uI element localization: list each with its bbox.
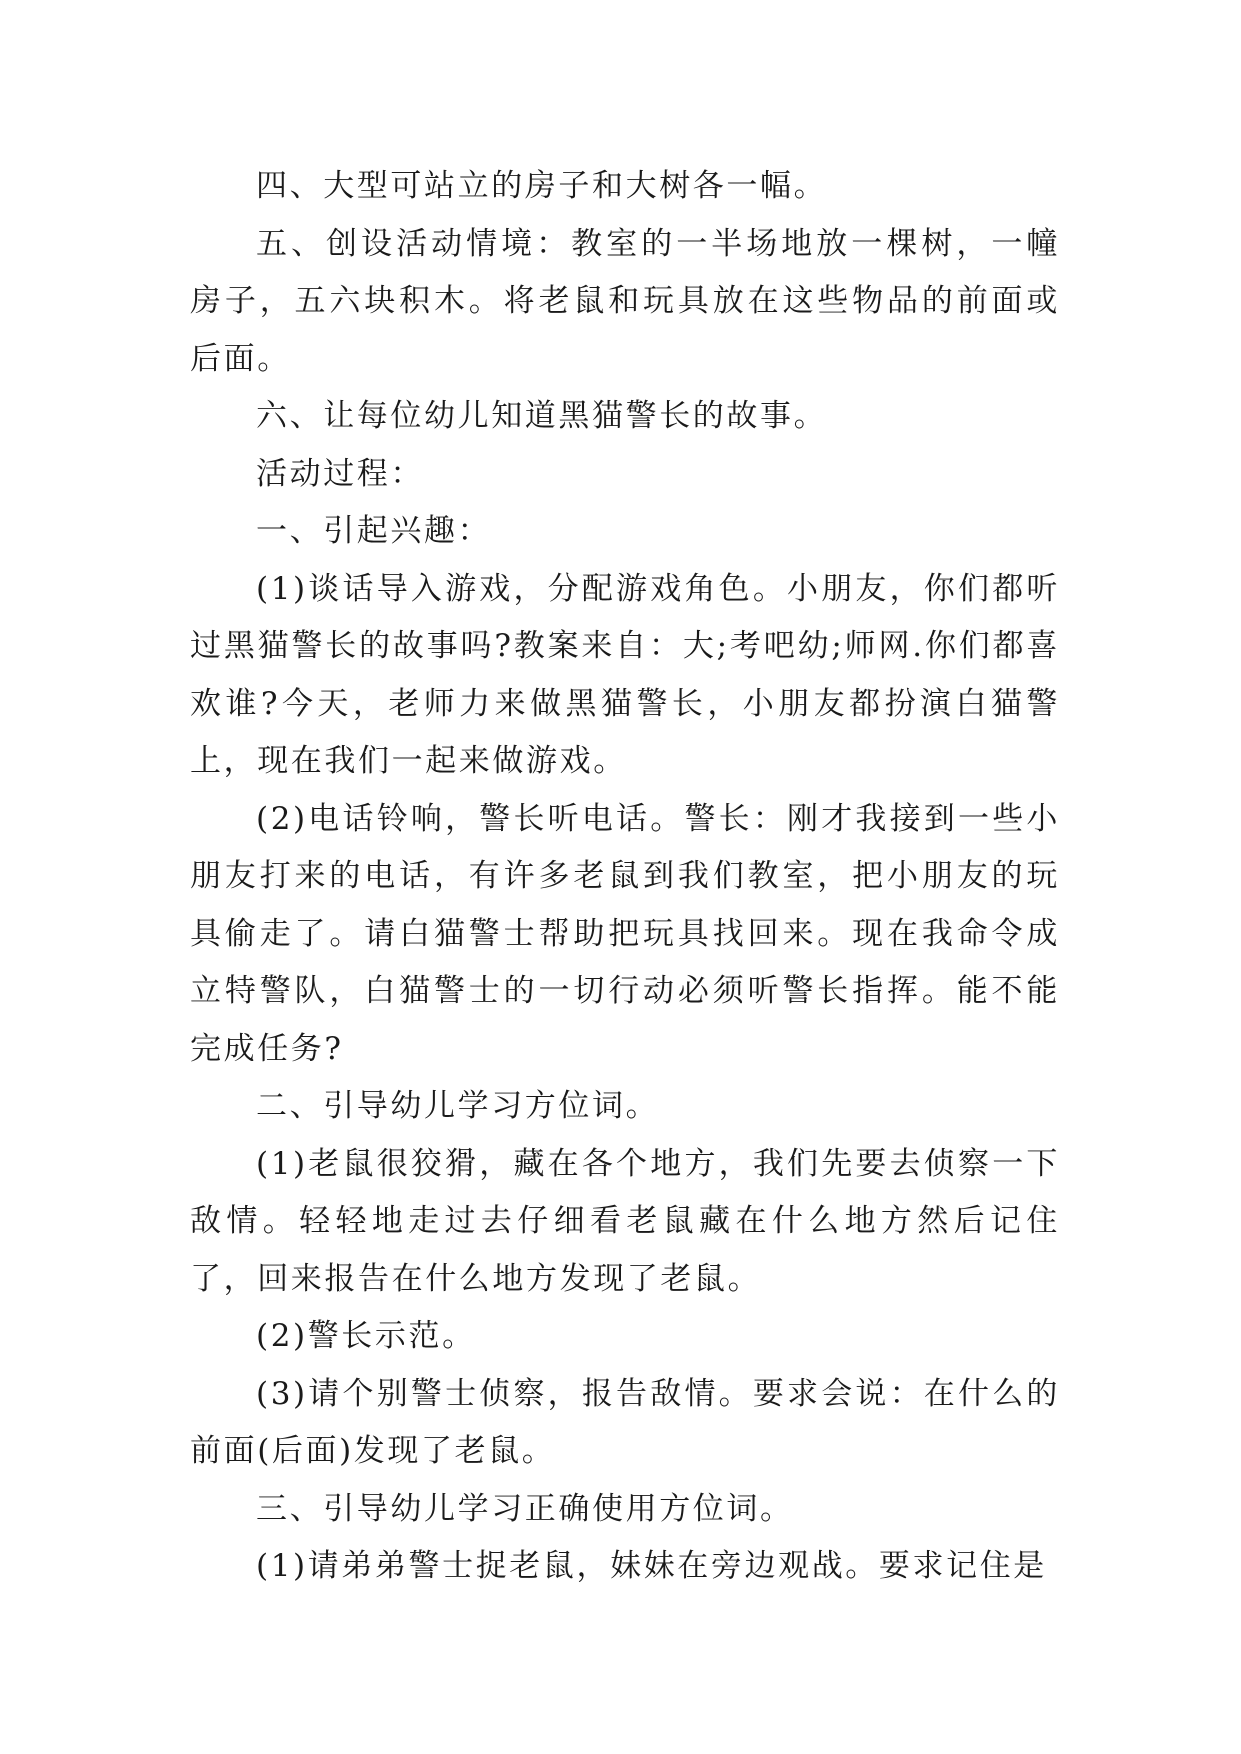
paragraph-materials-4: 四、大型可站立的房子和大树各一幅。	[256, 168, 828, 204]
paragraph-step-2-3: (3)请个别警士侦察，报告敌情。要求会说：在什么的前面(后面)发现了老鼠。	[190, 1375, 1060, 1469]
paragraph-step-2-2: (2)警长示范。	[256, 1318, 476, 1354]
body-text	[190, 158, 1060, 1596]
paragraph-step-1-2: (2)电话铃响，警长听电话。警长：刚才我接到一些小朋友打来的电话，有许多老鼠到我们教室，把小朋友的玩具偷走了。请白猫警士帮助把玩具找回来。现在我命令成立特警队，白猫警士的一切行动必须听警长指挥。能不能完成任务?	[190, 800, 1060, 1067]
paragraph-step-3-1: (1)请弟弟警士捉老鼠，妹妹在旁边观战。要求记住是	[256, 1548, 1047, 1584]
paragraph-materials-5: 五、创设活动情境：教室的一半场地放一棵树，一幢房子，五六块积木。将老鼠和玩具放在这些物品的前面或后面。	[190, 225, 1060, 377]
section-heading-process: 活动过程：	[256, 455, 424, 492]
step-heading-1: 一、引起兴趣：	[256, 513, 492, 549]
paragraph-materials-6: 六、让每位幼儿知道黑猫警长的故事。	[256, 398, 828, 434]
paragraph-step-2-1: (1)老鼠很狡猾，藏在各个地方，我们先要去侦察一下敌情。轻轻地走过去仔细看老鼠藏在什么地方然后记住了，回来报告在什么地方发现了老鼠。	[190, 1145, 1060, 1297]
paragraph-step-1-1: (1)谈话导入游戏，分配游戏角色。小朋友，你们都听过黑猫警长的故事吗?教案来自：大;考吧幼;师网.你们都喜欢谁?今天，老师力来做黑猫警长，小朋友都扮演白猫警上，现在我们一起来做游戏。	[190, 570, 1060, 779]
step-heading-3: 三、引导幼儿学习正确使用方位词。	[256, 1490, 794, 1527]
step-heading-2: 二、引导幼儿学习方位词。	[256, 1088, 660, 1124]
